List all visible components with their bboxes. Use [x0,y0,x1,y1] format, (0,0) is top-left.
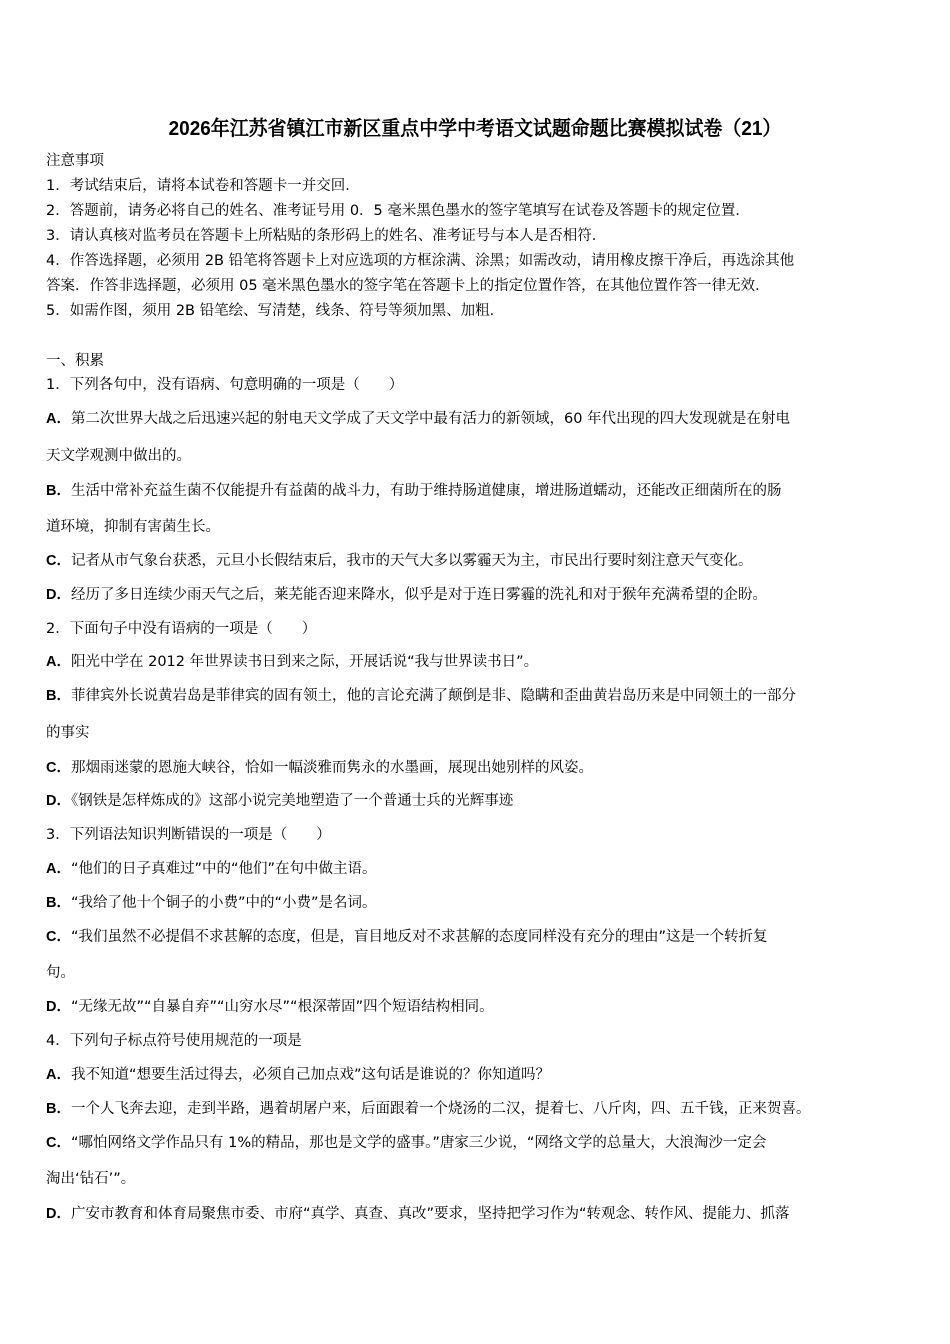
notice-item-4-cont: 答案．作答非选择题，必须用 05 毫米黑色墨水的签字笔在答题卡上的指定位置作答，在其他位置作答一律无效． [46,278,770,294]
question-1-stem: 1．下列各句中，没有语病、句意明确的一项是（ ） [46,377,404,393]
option-text: 一个人飞奔去迎，走到半路，遇着胡屠户来，后面跟着一个烧汤的二汉，提着七、八斤肉，四、五千钱，正来贺喜。 [70,1101,811,1117]
question-3-option-c-cont: 句。 [46,965,75,981]
option-label: B． [46,483,71,499]
question-2-option-a [46,652,538,672]
option-label: B． [46,688,71,704]
question-3-option-d [46,997,494,1017]
option-label: A． [46,1067,71,1083]
option-text: 生活中常补充益生菌不仅能提升有益菌的战斗力，有助于维持肠道健康，增进肠道蠕动，还能改正细菌所在的肠 [70,483,782,499]
notice-item-5: 5．如需作图，须用 2B 铅笔绘、写清楚，线条、符号等须加黑、加粗． [46,303,505,319]
option-label: A． [46,411,71,427]
question-1-option-c [46,551,752,571]
option-label: D． [46,793,71,809]
question-2-stem: 2．下面句子中没有语病的一项是（ ） [46,621,317,637]
question-2-option-d [46,791,513,811]
option-text: “哪怕网络文学作品只有 1%的精品，那也是文学的盛事。”唐家三少说，“网络文学的总量大，大浪淘沙一定会 [70,1135,767,1151]
question-1-option-b-cont: 道环境，抑制有害菌生长。 [46,519,220,535]
notice-heading: 注意事项 [46,153,104,169]
question-1-option-b [46,481,781,501]
option-label: B． [46,895,71,911]
question-1-option-a [46,409,790,429]
question-1-option-d [46,585,767,605]
option-text: 我不知道“想要生活过得去，必须自己加点戏”这句话是谁说的？你知道吗？ [70,1067,551,1083]
option-text: “无缘无故”“自暴自弃”“山穷水尽”“根深蒂固”四个短语结构相同。 [70,999,494,1015]
question-2-option-c [46,758,593,778]
option-text: 记者从市气象台获悉，元旦小长假结束后，我市的天气大多以雾霾天为主，市民出行要时刻注意天气变化。 [70,553,753,569]
option-label: A． [46,654,71,670]
question-1-option-a-cont: 天文学观测中做出的。 [46,448,191,464]
option-text: 《钢铁是怎样炼成的》这部小说完美地塑造了一个普通士兵的光辉事迹 [70,793,514,809]
option-label: B． [46,1101,71,1117]
option-label: D． [46,999,71,1015]
option-label: C． [46,553,71,569]
question-2-option-b-cont: 的事实 [46,725,90,741]
question-4-option-a [46,1065,550,1085]
question-2-option-b [46,686,796,706]
option-text: “我给了他十个铜子的小费”中的“小费”是名词。 [70,895,377,911]
option-text: 阳光中学在 2012 年世界读书日到来之际，开展话说“我与世界读书日”。 [70,654,539,670]
notice-item-1: 1．考试结束后，请将本试卷和答题卡一并交回． [46,178,360,194]
option-text: 第二次世界大战之后迅速兴起的射电天文学成了天文学中最有活力的新领域，60 年代出现的四大发现就是在射电 [70,411,791,427]
question-4-option-b [46,1099,810,1119]
notice-item-4: 4．作答选择题，必须用 2B 铅笔将答题卡上对应选项的方框涂满、涂黑；如需改动，请用橡皮擦干净后，再选涂其他 [46,253,795,269]
option-label: C． [46,1135,71,1151]
option-label: D． [46,587,71,603]
notice-item-3: 3．请认真核对监考员在答题卡上所粘贴的条形码上的姓名、准考证号与本人是否相符． [46,228,607,244]
question-3-option-b [46,893,377,913]
question-3-option-a [46,859,377,879]
question-4-option-c [46,1133,766,1153]
question-3-option-c [46,927,768,947]
option-text: “我们虽然不必提倡不求甚解的态度，但是，盲目地反对不求甚解的态度同样没有充分的理由”这是一个转折复 [70,929,768,945]
option-text: 经历了多日连续少雨天气之后，莱芜能否迎来降水，似乎是对于连日雾霾的洗礼和对于猴年充满希望的企盼。 [70,587,767,603]
option-text: 那烟雨迷蒙的恩施大峡谷，恰如一幅淡雅而隽永的水墨画，展现出她别样的风姿。 [70,760,593,776]
option-label: C． [46,760,71,776]
question-3-stem: 3．下列语法知识判断错误的一项是（ ） [46,827,331,843]
page-title: 2026年江苏省镇江市新区重点中学中考语文试题命题比赛模拟试卷（21） [168,118,782,140]
option-text: 菲律宾外长说黄岩岛是菲律宾的固有领土，他的言论充满了颠倒是非、隐瞒和歪曲黄岩岛历来是中同领土的一部分 [70,688,796,704]
section-heading: 一、积累 [46,353,104,369]
option-label: D． [46,1206,71,1222]
option-label: A． [46,861,71,877]
option-label: C． [46,929,71,945]
question-4-option-c-cont: 淘出‘钻石’”。 [46,1171,136,1187]
option-text: “他们的日子真难过”中的“他们”在句中做主语。 [70,861,377,877]
option-text: 广安市教育和体育局聚焦市委、市府“真学、真查、真改”要求，坚持把学习作为“转观念、转作风、提能力、抓落 [70,1206,790,1222]
question-4-option-d [46,1204,790,1224]
question-4-stem: 4．下列句子标点符号使用规范的一项是 [46,1033,302,1049]
notice-item-2: 2．答题前，请务必将自己的姓名、准考证号用 0．5 毫米黑色墨水的签字笔填写在试卷及答题卡的规定位置． [46,203,750,219]
